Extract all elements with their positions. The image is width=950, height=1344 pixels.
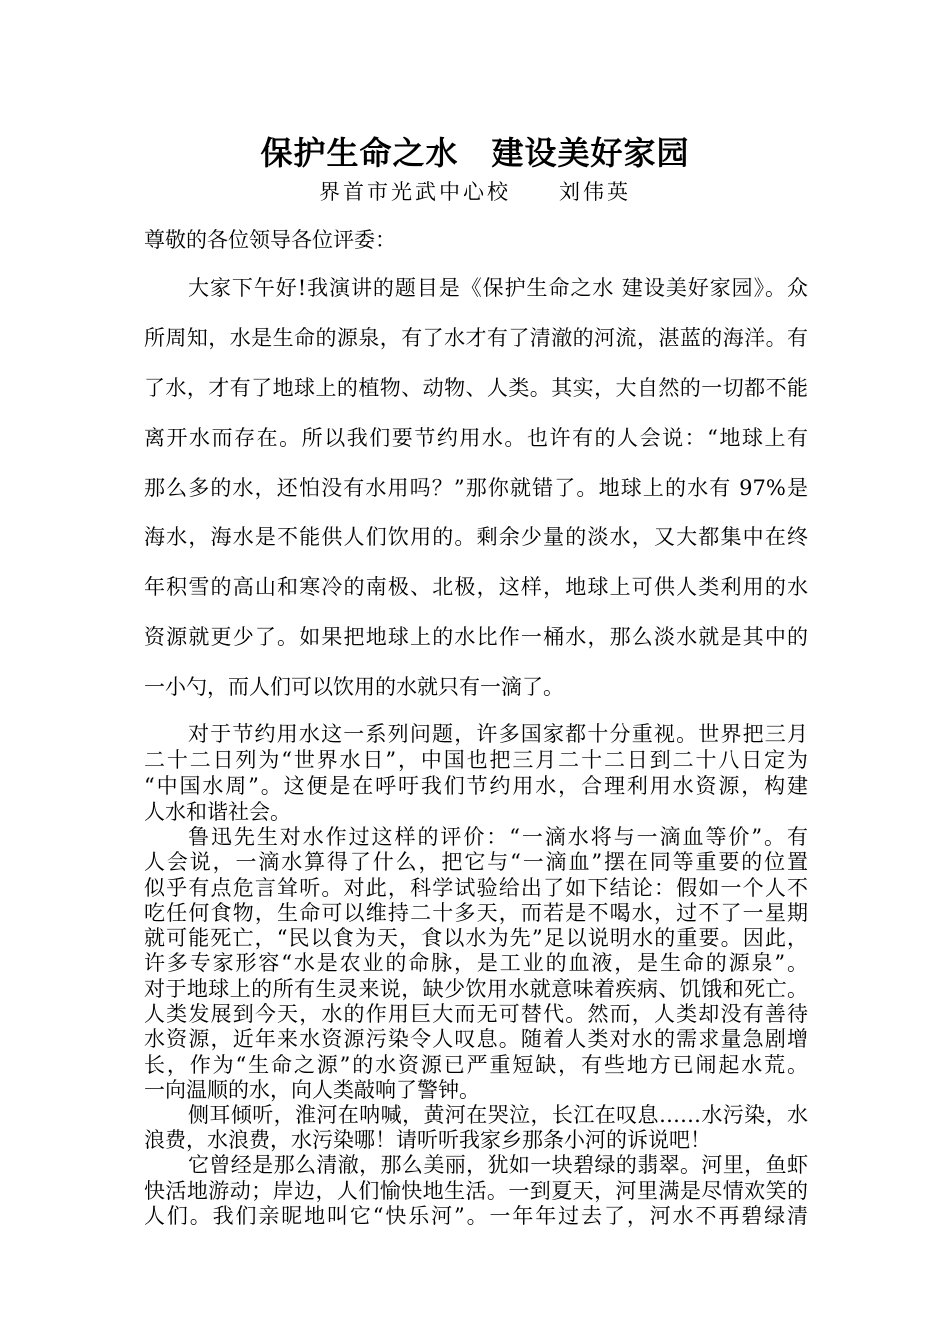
paragraph-3-line: 吃任何食物，生命可以维持二十多天，而若是不喝水，过不了一星期 [144,901,808,925]
document-title: 保护生命之水 建设美好家园 [260,134,690,172]
paragraph-3-line: 人会说，一滴水算得了什么，把它与“一滴血”摆在同等重要的位置 [144,850,808,874]
paragraph-1-line: 了水，才有了地球上的植物、动物、人类。其实，大自然的一切都不能 [144,376,808,400]
paragraph-2-line: 人水和谐社会。 [144,800,291,824]
paragraph-1-line: 大家下午好!我演讲的题目是《保护生命之水 建设美好家园》。众 [188,276,808,300]
paragraph-5-line: 快活地游动；岸边，人们愉快地生活。一到夏天，河里满是尽情欢笑的 [144,1179,808,1203]
paragraph-2-line: 对于节约用水这一系列问题，许多国家都十分重视。世界把三月 [188,722,808,746]
paragraph-5-line: 人们。我们亲昵地叫它“快乐河”。一年年过去了，河水不再碧绿清 [144,1204,808,1228]
paragraph-1-line: 那么多的水，还怕没有水用吗？”那你就错了。地球上的水有 97%是 [144,476,808,500]
paragraph-2-line: “中国水周”。这便是在呼吁我们节约用水，合理利用水资源，构建 [144,774,808,798]
paragraph-3-line: 许多专家形容“水是农业的命脉，是工业的血液，是生命的源泉”。 [144,951,808,975]
paragraph-3-line: 对于地球上的所有生灵来说，缺少饮用水就意味着疾病、饥饿和死亡。 [144,977,808,1001]
greeting: 尊敬的各位领导各位评委： [144,228,396,252]
paragraph-3-line: 似乎有点危言耸听。对此，科学试验给出了如下结论：假如一个人不 [144,876,808,900]
paragraph-3-line: 人类发展到今天，水的作用巨大而无可替代。然而，人类却没有善待 [144,1002,808,1026]
paragraph-3-line: 长，作为“生命之源”的水资源已严重短缺，有些地方已闹起水荒。 [144,1053,808,1077]
paragraph-2-line: 二十二日列为“世界水日”，中国也把三月二十二日到二十八日定为 [144,748,808,772]
paragraph-1-line: 海水，海水是不能供人们饮用的。剩余少量的淡水，又大都集中在终 [144,525,808,549]
paragraph-3-line: 鲁迅先生对水作过这样的评价：“一滴水将与一滴血等价”。有 [188,825,808,849]
author-byline: 界首市光武中心校 刘伟英 [319,180,631,204]
paragraph-3-line: 一向温顺的水，向人类敲响了警钟。 [144,1078,480,1102]
paragraph-4-line: 浪费，水浪费，水污染哪！请听听我家乡那条小河的诉说吧！ [144,1128,711,1152]
paragraph-1-line: 离开水而存在。所以我们要节约用水。也许有的人会说：“地球上有 [144,426,808,450]
paragraph-1-line: 资源就更少了。如果把地球上的水比作一桶水，那么淡水就是其中的 [144,625,808,649]
paragraph-5-line: 它曾经是那么清澈，那么美丽，犹如一块碧绿的翡翠。河里，鱼虾 [188,1153,808,1177]
paragraph-4-line: 侧耳倾听，淮河在呐喊，黄河在哭泣，长江在叹息……水污染，水 [188,1103,808,1127]
paragraph-1-line: 一小勺，而人们可以饮用的水就只有一滴了。 [144,675,564,699]
paragraph-3-line: 水资源，近年来水资源污染令人叹息。随着人类对水的需求量急剧增 [144,1027,808,1051]
paragraph-1-line: 年积雪的高山和寒冷的南极、北极，这样，地球上可供人类利用的水 [144,575,808,599]
paragraph-3-line: 就可能死亡，“民以食为天，食以水为先”足以说明水的重要。因此， [144,926,808,950]
paragraph-1-line: 所周知，水是生命的源泉，有了水才有了清澈的河流，湛蓝的海洋。有 [144,326,808,350]
